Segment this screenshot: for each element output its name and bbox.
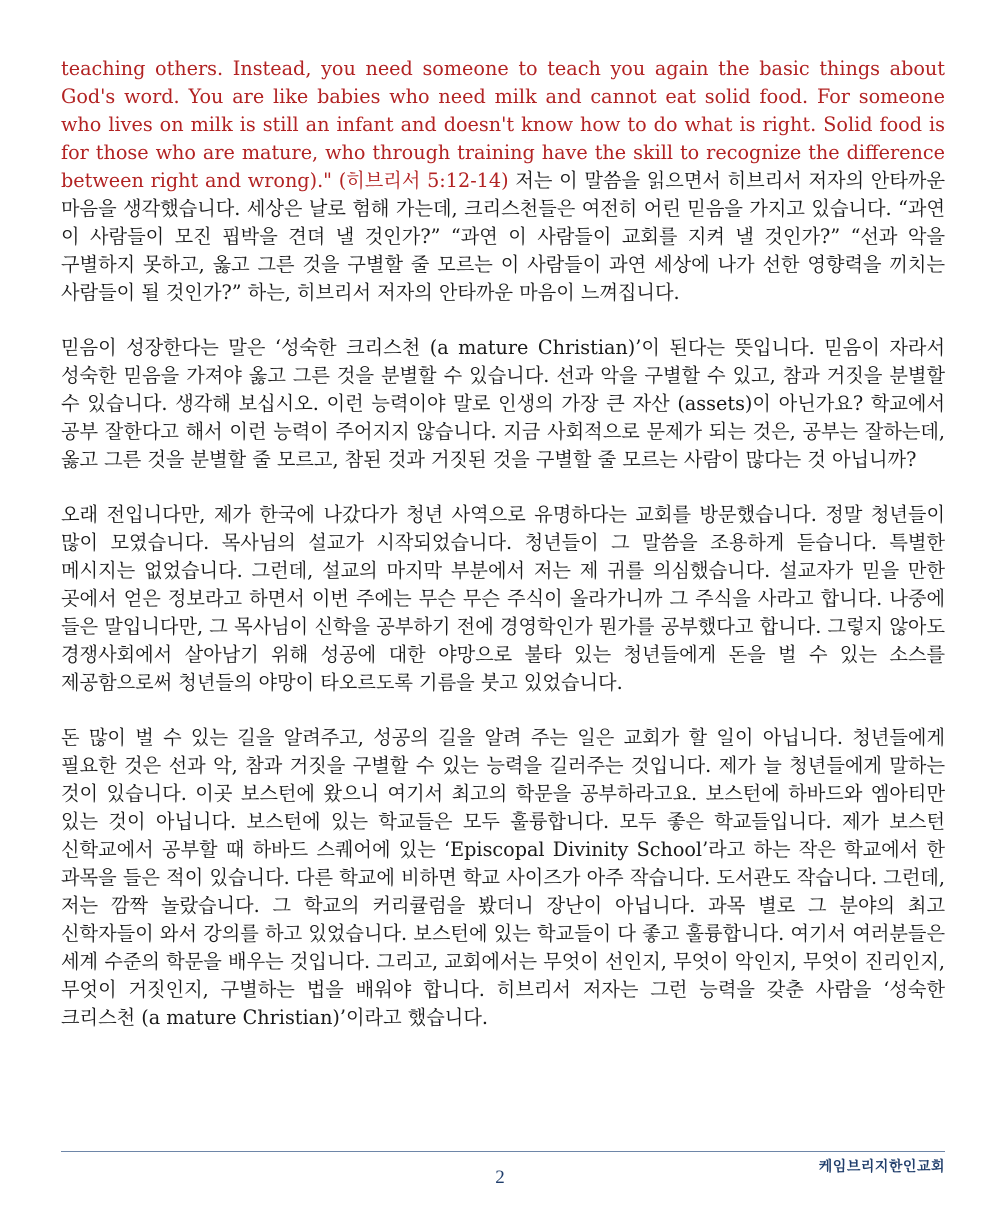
paragraph-1-text: 저는 이 말씀을 읽으면서 히브리서 저자의 안타까운 마음을 생각했습니다. 세상은 날로 험해 가는데, 크리스천들은 여전히 어린 믿음을 가지고 있습니다. “과연 이 사람들이 모진 핍박을 견뎌 낼 것인가?” “과연 이 사람들이 교회를 지켜 낼 것인가?” “선과 악을 구별하지 못하고, 옳고 그른 것을 구별할 줄 모르는 이 사람들이 과연 세상에 나가 선한 영향력을 끼치는 사람들이 될 것인가?” 하는, 히브리서 저자의 안타까운 마음이 느껴집니다.: [61, 169, 945, 304]
footer-divider: [61, 1151, 945, 1152]
paragraph-4: 돈 많이 벌 수 있는 길을 알려주고, 성공의 길을 알려 주는 일은 교회가 할 일이 아닙니다. 청년들에게 필요한 것은 선과 악, 참과 거짓을 구별할 수 있는 능력을 길러주는 것입니다. 제가 늘 청년들에게 말하는 것이 있습니다. 이곳 보스턴에 왔으니 여기서 최고의 학문을 공부하라고요. 보스턴에 하바드와 엠아티만 있는 것이 아닙니다. 보스턴에 있는 학교들은 모두 훌륭합니다. 모두 좋은 학교들입니다. 제가 보스턴 신학교에서 공부할 때 하바드 스퀘어에 있는 ‘Episcopal Divinity School’라고 하는 작은 학교에서 한 과목을 들은 적이 있습니다. 다른 학교에 비하면 학교 사이즈가 아주 작습니다. 도서관도 작습니다. 그런데, 저는 깜짝 놀랐습니다. 그 학교의 커리큘럼을 봤더니 장난이 아닙니다. 과목 별로 그 분야의 최고 신학자들이 와서 강의를 하고 있었습니다. 보스턴에 있는 학교들이 다 좋고 훌륭합니다. 여기서 여러분들은 세계 수준의 학문을 배우는 것입니다. 그리고, 교회에서는 무엇이 선인지, 무엇이 악인지, 무엇이 진리인지, 무엇이 거짓인지, 구별하는 법을 배워야 합니다. 히브리서 저자는 그런 능력을 갖춘 사람을 ‘성숙한 크리스천 (a mature Christian)’이라고 했습니다.: [61, 726, 945, 1029]
church-name: 케임브리지한인교회: [818, 1159, 945, 1175]
page-body: [61, 55, 945, 1059]
scripture-quote: teaching others. Instead, you need someone to teach you again the basic things about God's word. You are like babies who need milk and cannot eat solid food. For someone who lives on milk is still an infant and doesn't know how to do what is right. Solid food is for those who are mature, who through training have the skill to recognize the difference between right and wrong)." (히브리서 5:12-14): [61, 57, 945, 192]
paragraph-1: [61, 55, 945, 307]
paragraph-3: 오래 전입니다만, 제가 한국에 나갔다가 청년 사역으로 유명하다는 교회를 방문했습니다. 정말 청년들이 많이 모였습니다. 목사님의 설교가 시작되었습니다. 청년들이 그 말씀을 조용하게 듣습니다. 특별한 메시지는 없었습니다. 그런데, 설교의 마지막 부분에서 저는 제 귀를 의심했습니다. 설교자가 믿을 만한 곳에서 얻은 정보라고 하면서 이번 주에는 무슨 무슨 주식이 올라가니까 그 주식을 사라고 합니다. 나중에 들은 말입니다만, 그 목사님이 신학을 공부하기 전에 경영학인가 뭔가를 공부했다고 합니다. 그렇지 않아도 경쟁사회에서 살아남기 위해 성공에 대한 야망으로 불타 있는 청년들에게 돈을 벌 수 있는 소스를 제공함으로써 청년들의 야망이 타오르도록 기름을 붓고 있었습니다.: [61, 503, 945, 694]
paragraph-2: 믿음이 성장한다는 말은 ‘성숙한 크리스천 (a mature Christian)’이 된다는 뜻입니다. 믿음이 자라서 성숙한 믿음을 가져야 옳고 그른 것을 분별할 수 있습니다. 선과 악을 구별할 수 있고, 참과 거짓을 분별할 수 있습니다. 생각해 보십시오. 이런 능력이야 말로 인생의 가장 큰 자산 (assets)이 아닌가요? 학교에서 공부 잘한다고 해서 이런 능력이 주어지지 않습니다. 지금 사회적으로 문제가 되는 것은, 공부는 잘하는데, 옳고 그른 것을 분별할 줄 모르고, 참된 것과 거짓된 것을 구별할 줄 모르는 사람이 많다는 것 아닙니까?: [61, 336, 945, 471]
page-number: 2: [495, 1167, 505, 1188]
